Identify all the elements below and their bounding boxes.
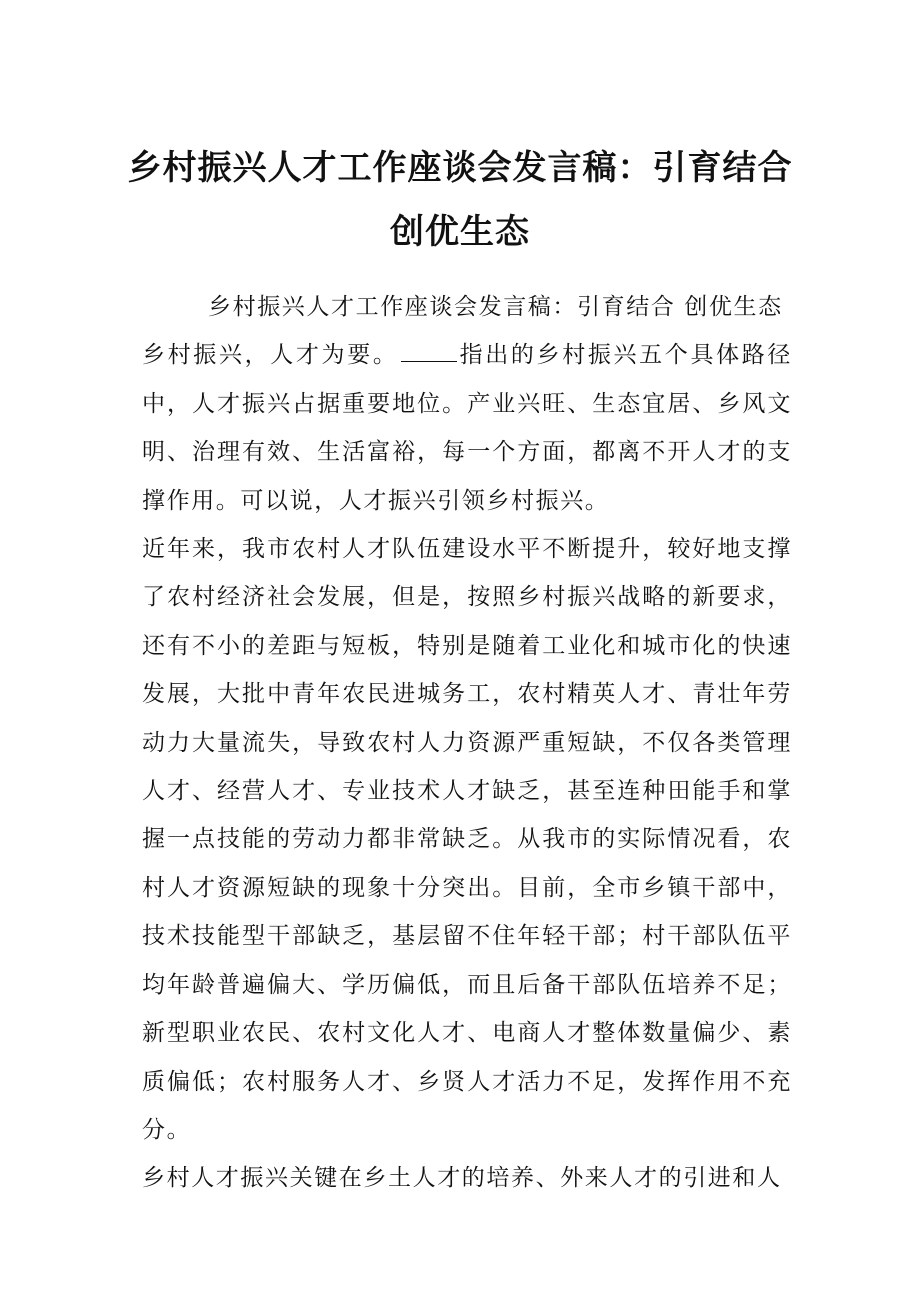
document-title — [120, 136, 800, 264]
paragraph-3: 乡村人才振兴关键在乡土人才的培养、外来人才的引进和人 — [142, 1165, 782, 1192]
document-body — [142, 283, 792, 1203]
paragraph-1 — [142, 331, 792, 525]
title-line-1: 乡村振兴人才工作座谈会发言稿：引育结合 — [127, 148, 793, 188]
paragraph-1-lead: 乡村振兴，人才为要。 — [142, 342, 399, 369]
subtitle-text: 乡村振兴人才工作座谈会发言稿：引育结合 创优生态 — [208, 294, 783, 320]
paragraph-2: 近年来，我市农村人才队伍建设水平不断提升，较好地支撑了农村经济社会发展，但是，按照乡村振兴战略的新要求，还有不小的差距与短板，特别是随着工业化和城市化的快速发展，大批中青年农民进城务工，农村精英人才、青壮年劳动力大量流失，导致农村人力资源严重短缺，不仅各类管理人才、经营人才、专业技术人才缺乏，甚至连种田能手和掌握一点技能的劳动力都非常缺乏。从我市的实际情况看，农村人才资源短缺的现象十分突出。目前，全市乡镇干部中，技术技能型干部缺乏，基层留不住年轻干部；村干部队伍平均年龄普遍偏大、学历偏低，而且后备干部队伍培养不足；新型职业农民、农村文化人才、电商人才整体数量偏少、素质偏低；农村服务人才、乡贤人才活力不足，发挥作用不充分。 — [142, 536, 792, 1143]
title-line-2: 创优生态 — [390, 212, 530, 252]
subtitle-paragraph — [142, 283, 792, 331]
redacted-blank — [401, 343, 457, 362]
paragraph-1-rest: 指出的乡村振兴五个具体路径中，人才振兴占据重要地位。产业兴旺、生态宜居、乡风文明、治理有效、生活富裕，每一个方面，都离不开人才的支撑作用。可以说，人才振兴引领乡村振兴。 — [142, 342, 793, 514]
